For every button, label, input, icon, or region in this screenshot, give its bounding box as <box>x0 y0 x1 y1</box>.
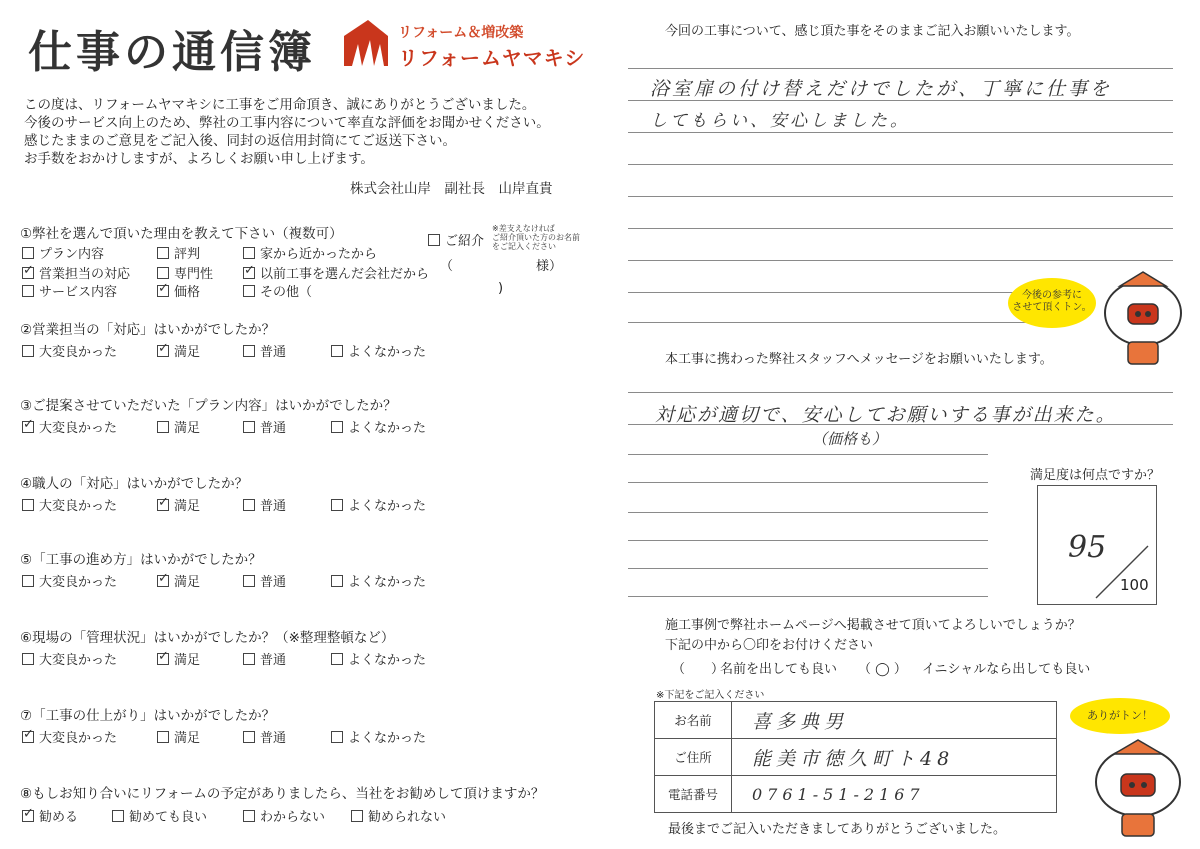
q3-option-satisfied[interactable]: 満足 <box>157 417 200 436</box>
q7-option-very-good[interactable]: ✓ 大変良かった <box>22 727 117 746</box>
score-prompt: 満足度は何点ですか？ <box>1030 468 1161 483</box>
signature: 株式会社山岸 副社長 山岸直貴 <box>350 181 553 197</box>
q2-option-very-good[interactable]: 大変良かった <box>22 341 117 360</box>
phone-label: 電話番号 <box>655 776 732 813</box>
write-line <box>628 132 1173 133</box>
write-line <box>628 568 988 569</box>
checkbox[interactable] <box>22 575 34 587</box>
q1-option-service[interactable]: サービス内容 <box>22 281 117 300</box>
question-4-label: ④職人の「対応」はいかがでしたか？ <box>20 476 249 492</box>
intro-line: この度は、リフォームヤマキシに工事をご用命頂き、誠にありがとうございました。 <box>24 97 536 113</box>
page-title: 仕事の通信簿 <box>28 27 316 78</box>
table-row <box>655 739 1057 776</box>
table-row <box>655 702 1057 739</box>
q7-option-not-good[interactable]: よくなかった <box>331 727 426 746</box>
impression-prompt: 今回の工事について、感じ頂た事をそのままご記入お願いいたします。 <box>665 24 1080 39</box>
q2-option-not-good[interactable]: よくなかった <box>331 341 426 360</box>
q2-option-average[interactable]: 普通 <box>243 341 286 360</box>
write-line <box>628 596 988 597</box>
checkbox[interactable] <box>22 653 34 665</box>
question-5-label: ⑤「工事の進め方」はいかがでしたか？ <box>20 552 262 568</box>
write-line <box>628 482 988 483</box>
checkbox[interactable] <box>243 731 255 743</box>
checkbox[interactable] <box>243 247 255 259</box>
checkbox[interactable] <box>331 575 343 587</box>
pig-mascot-icon <box>1098 268 1188 368</box>
name-label: お名前 <box>655 702 732 739</box>
referral-open: （ <box>440 259 454 274</box>
checkbox[interactable] <box>22 499 34 511</box>
checkbox-checked[interactable] <box>157 285 169 297</box>
checkbox-checked[interactable] <box>157 575 169 587</box>
write-line <box>628 164 1173 165</box>
question-8-label: ⑧もしお知り合いにリフォームの予定がありましたら、当社をお勧めして頂けますか？ <box>20 786 545 802</box>
q1-other-close: ) <box>498 281 504 296</box>
phone-field[interactable]: 0761-51-2167 <box>732 776 1057 813</box>
q2-option-satisfied[interactable]: ✓ 満足 <box>157 341 200 360</box>
q1-option-previous-work[interactable]: ✓ 以前工事を選んだ会社だから <box>243 263 429 282</box>
publish-option-initials: イニシャルなら出しても良い <box>922 662 1091 677</box>
q6-option-average[interactable]: 普通 <box>243 649 286 668</box>
speech-bubble-thanks: ありがトン！ <box>1070 698 1170 734</box>
checkbox[interactable] <box>351 810 363 822</box>
checkbox[interactable] <box>331 731 343 743</box>
q4-option-average[interactable]: 普通 <box>243 495 286 514</box>
q5-option-average[interactable]: 普通 <box>243 571 286 590</box>
address-field[interactable]: 能美市徳久町ト48 <box>732 739 1057 776</box>
write-line <box>628 540 988 541</box>
q3-option-not-good[interactable]: よくなかった <box>331 417 426 436</box>
q3-option-average[interactable]: 普通 <box>243 417 286 436</box>
checkbox[interactable] <box>331 421 343 433</box>
checkbox[interactable] <box>243 575 255 587</box>
write-line <box>628 196 1173 197</box>
q5-option-not-good[interactable]: よくなかった <box>331 571 426 590</box>
q8-option-may-recommend[interactable]: 勧めても良い <box>112 806 207 825</box>
checkbox[interactable] <box>331 499 343 511</box>
checkbox-checked[interactable] <box>157 345 169 357</box>
checkbox[interactable] <box>243 653 255 665</box>
score-box <box>1037 485 1157 605</box>
publish-prompt: 施工事例で弊社ホームページへ掲載させて頂いてよろしいでしょうか？ <box>665 618 1081 633</box>
intro-line: 今後のサービス向上のため、弊社の工事内容について率直な評価をお聞かせください。 <box>24 115 550 131</box>
logo-subtitle: リフォーム＆増改築 <box>398 25 524 41</box>
q3-option-very-good[interactable]: ✓ 大変良かった <box>22 417 117 436</box>
q1-option-near-home[interactable]: 家から近かったから <box>243 243 377 262</box>
publish-option-initials-paren[interactable]: （ ◯ ） <box>858 662 907 677</box>
checkbox[interactable] <box>157 421 169 433</box>
checkbox-checked[interactable] <box>157 499 169 511</box>
pig-mascot-icon <box>1088 736 1188 840</box>
score-max: 100 <box>1120 576 1149 594</box>
contact-table <box>654 701 1057 813</box>
checkbox-checked[interactable] <box>243 267 255 279</box>
checkbox[interactable] <box>112 810 124 822</box>
q7-option-average[interactable]: 普通 <box>243 727 286 746</box>
score-value: 95 <box>1068 530 1107 565</box>
q6-option-very-good[interactable]: 大変良かった <box>22 649 117 668</box>
checkbox[interactable] <box>243 345 255 357</box>
checkbox[interactable] <box>157 731 169 743</box>
intro-line: 感じたままのご意見をご記入後、同封の返信用封筒にてご返送下さい。 <box>24 133 456 149</box>
impression-handwriting-2: してもらい、安心しました。 <box>650 111 910 131</box>
checkbox-checked[interactable] <box>22 810 34 822</box>
write-line <box>628 512 988 513</box>
q5-option-satisfied[interactable]: ✓ 満足 <box>157 571 200 590</box>
q1-option-expertise[interactable]: 専門性 <box>157 263 213 282</box>
q8-option-not-recommend[interactable]: 勧められない <box>351 806 446 825</box>
q8-option-recommend[interactable]: ✓ 勧める <box>22 806 78 825</box>
write-line <box>628 228 1173 229</box>
staff-prompt: 本工事に携わった弊社スタッフへメッセージをお願いいたします。 <box>665 352 1053 367</box>
q8-option-unsure[interactable]: わからない <box>243 806 325 825</box>
write-line <box>628 454 988 455</box>
question-7-label: ⑦「工事の仕上がり」はいかがでしたか？ <box>20 708 276 724</box>
q4-option-not-good[interactable]: よくなかった <box>331 495 426 514</box>
q1-option-price[interactable]: ✓ 価格 <box>157 281 200 300</box>
write-line <box>628 68 1173 69</box>
table-row <box>655 776 1057 813</box>
publish-option-name: 名前を出しても良い <box>720 662 838 677</box>
write-line <box>628 260 1173 261</box>
checkbox[interactable] <box>22 345 34 357</box>
write-line <box>628 322 1028 323</box>
q1-option-plan[interactable]: プラン内容 <box>22 243 104 262</box>
checkbox-checked[interactable] <box>22 421 34 433</box>
question-2-label: ②営業担当の「対応」はいかがでしたか？ <box>20 322 276 338</box>
q1-option-other[interactable]: その他（ <box>243 281 312 300</box>
checkbox[interactable] <box>243 285 255 297</box>
checkbox-checked[interactable] <box>157 653 169 665</box>
staff-handwriting-2: （価格も） <box>812 430 888 448</box>
checkbox[interactable] <box>428 234 440 246</box>
question-1-label: ①弊社を選んで頂いた理由を教えて下さい（複数可） <box>20 226 343 242</box>
q4-option-very-good[interactable]: 大変良かった <box>22 495 117 514</box>
checkbox[interactable] <box>331 345 343 357</box>
checkbox[interactable] <box>22 247 34 259</box>
checkbox[interactable] <box>243 810 255 822</box>
q1-option-sales-response[interactable]: ✓ 営業担当の対応 <box>22 263 130 282</box>
question-3-label: ③ご提案させていただいた「プラン内容」はいかがでしたか？ <box>20 398 397 414</box>
intro-line: お手数をおかけしますが、よろしくお願い申し上げます。 <box>24 151 374 167</box>
intro-text <box>24 96 550 168</box>
checkbox[interactable] <box>157 247 169 259</box>
q6-option-satisfied[interactable]: ✓ 満足 <box>157 649 200 668</box>
q5-option-very-good[interactable]: 大変良かった <box>22 571 117 590</box>
checkbox-checked[interactable] <box>22 731 34 743</box>
impression-handwriting-1: 浴室扉の付け替えだけでしたが、丁寧に仕事を <box>650 78 1113 100</box>
checkbox-checked[interactable] <box>22 267 34 279</box>
speech-bubble: 今後の参考に させて頂くトン。 <box>1008 278 1096 328</box>
q1-option-reputation[interactable]: 評判 <box>157 243 200 262</box>
logo-name: リフォームヤマキシ <box>398 46 586 70</box>
staff-handwriting-1: 対応が適切で、安心してお願いする事が出来た。 <box>655 404 1117 426</box>
checkbox[interactable] <box>157 267 169 279</box>
q4-option-satisfied[interactable]: ✓ 満足 <box>157 495 200 514</box>
referral-note: ※差支えなければ ご紹介頂いた方のお名前 をご記入ください <box>492 224 580 251</box>
fill-note: ※下記をご記入ください <box>656 690 765 701</box>
q1-option-referral[interactable]: ご紹介 <box>428 230 484 249</box>
referral-suffix: 様） <box>536 259 563 274</box>
name-field[interactable]: 喜多典男 <box>732 702 1057 739</box>
closing-text: 最後までご記入いただきましてありがとうございました。 <box>668 822 1007 837</box>
write-line <box>628 392 1173 393</box>
publish-option-name-paren[interactable]: （ ） <box>672 662 725 677</box>
checkbox[interactable] <box>243 421 255 433</box>
checkbox[interactable] <box>331 653 343 665</box>
publish-prompt-2: 下記の中から〇印をお付けください <box>665 638 874 653</box>
write-line <box>628 292 1028 293</box>
q6-option-not-good[interactable]: よくなかった <box>331 649 426 668</box>
question-6-label: ⑥現場の「管理状況」はいかがでしたか？（※整理整頓など） <box>20 630 395 646</box>
address-label: ご住所 <box>655 739 732 776</box>
company-logo-icon <box>342 18 390 68</box>
checkbox[interactable] <box>243 499 255 511</box>
checkbox[interactable] <box>22 285 34 297</box>
q7-option-satisfied[interactable]: 満足 <box>157 727 200 746</box>
